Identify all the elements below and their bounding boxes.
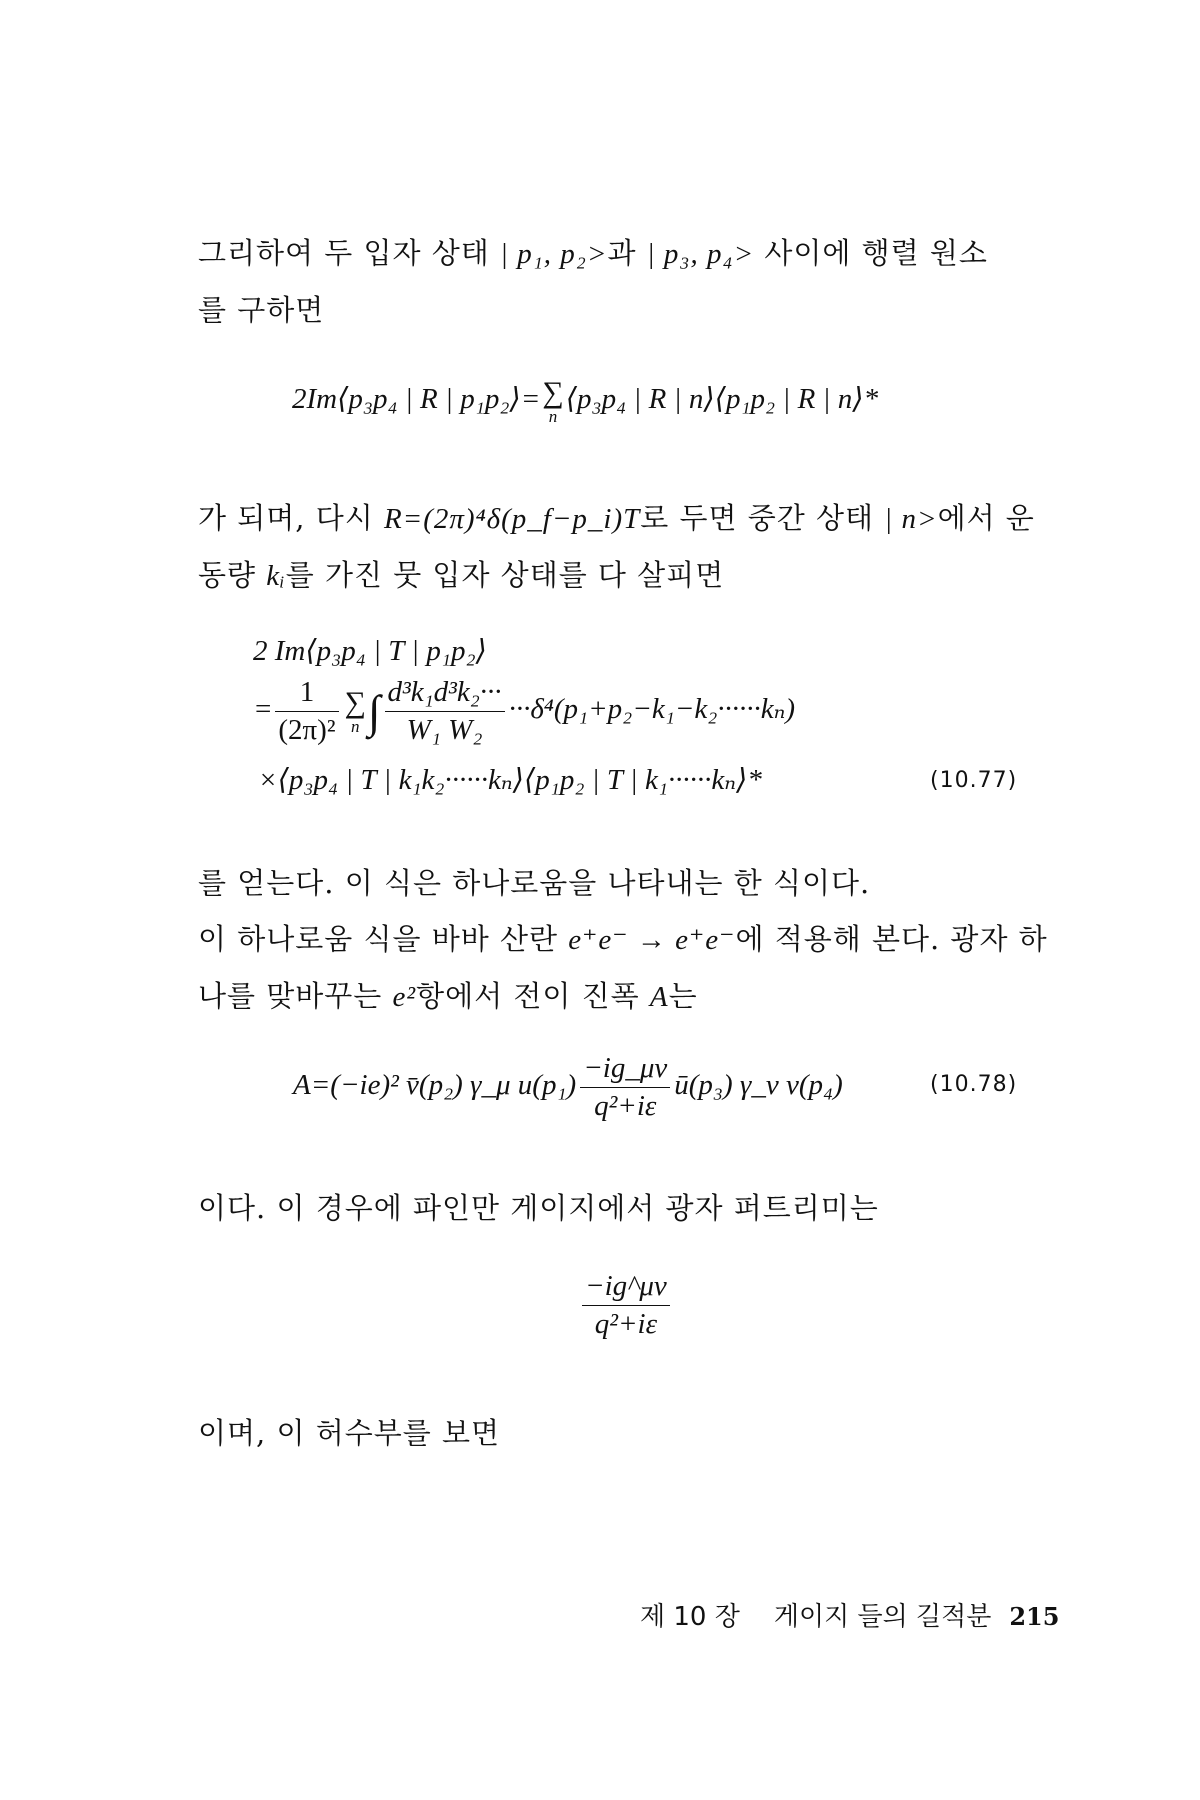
sum-index: n (548, 407, 558, 426)
text-segment: 사이에 행렬 원소 (754, 236, 988, 270)
text-segment: 과 (607, 236, 647, 270)
paragraph-5 (198, 1405, 1048, 1461)
text-segment: 나를 맞바꾸는 (198, 979, 393, 1013)
chapter-label: 제 10 장 (640, 1602, 740, 1632)
paragraph-5-line-1: 이며, 이 허수부를 보면 (198, 1416, 500, 1450)
ket-n: | n> (884, 503, 938, 535)
inline-math-e2: e² (392, 981, 417, 1013)
integral-symbol: ∫ (367, 686, 381, 737)
text-segment: 를 가진 뭇 입자 상태를 다 살피면 (285, 558, 725, 592)
paragraph-2-line-2 (198, 547, 1048, 604)
fraction-numerator: 1 (275, 676, 338, 712)
equation-feynman-propagator (578, 1270, 674, 1341)
inline-math-R: R=(2π)⁴δ(p_f−p_i)T (383, 503, 641, 535)
inline-math-reaction: e⁺e⁻ → e⁺e⁻ (568, 924, 736, 956)
paragraph-2-line-1 (198, 490, 1048, 547)
text-segment: 동량 (198, 558, 267, 592)
fraction-measure (385, 676, 505, 747)
equation-unitarity-R (292, 378, 878, 425)
equation-10-77-line-3 (258, 762, 762, 797)
paragraph-2 (198, 490, 1048, 604)
paragraph-3-line-2 (198, 911, 1048, 968)
fraction-denominator: W₁ W₂ (406, 714, 483, 746)
page-footer (640, 1596, 1060, 1633)
ket-p3-p4: | p₃, p₄> (646, 238, 755, 270)
fraction-numerator: −ig_μν (580, 1052, 670, 1088)
paragraph-1 (198, 225, 1048, 338)
summation-symbol: ∑ n (344, 686, 366, 736)
text-segment: 에서 운 (937, 501, 1035, 535)
equals-sign: = (255, 693, 272, 726)
fraction-numerator: d³k₁d³k₂··· (385, 676, 505, 712)
text-segment: 항에서 전이 진폭 (416, 979, 650, 1013)
paragraph-4-line-1: 이다. 이 경우에 파인만 게이지에서 광자 퍼트리미는 (198, 1191, 879, 1225)
fraction-denominator: q²+iε (594, 1308, 658, 1340)
equation-10-77-line-1 (253, 633, 487, 668)
matrix-element-product: ×⟨p₃p₄ | T | k₁k₂······kₙ⟩⟨p₁p₂ | T | k₁······kₙ⟩* (258, 764, 762, 796)
paragraph-4 (198, 1180, 1048, 1236)
equation-10-77-line-2 (255, 676, 795, 747)
delta-function: ···δ⁴(p₁+p₂−k₁−k₂······kₙ) (508, 693, 796, 726)
equation-lhs: 2 Im⟨p₃p₄ | T | p₁p₂⟩ (253, 635, 487, 667)
text-segment: 가 되며, 다시 (198, 501, 384, 535)
chapter-title: 게이지 들의 길적분 (773, 1602, 992, 1632)
equation-rhs: ū(p₃) γ_ν v(p₄) (674, 1069, 843, 1102)
equation-number-10-77: (10.77) (930, 768, 1018, 793)
fraction-denominator: (2π)² (278, 714, 336, 746)
equation-lhs: 2Im⟨p₃p₄ | R | p₁p₂⟩= (292, 383, 541, 416)
equation-rhs: ⟨p₃p₄ | R | n⟩⟨p₁p₂ | R | n⟩* (565, 383, 879, 416)
summation-symbol: ∑ n (542, 376, 564, 426)
text-segment: 는 (668, 979, 698, 1013)
inline-math-A: A (649, 981, 669, 1013)
text-segment: 에 적용해 본다. 광자 하 (735, 922, 1048, 956)
paragraph-3-line-1: 를 얻는다. 이 식은 하나로움을 나타내는 한 식이다. (198, 866, 871, 900)
propagator-fraction (582, 1270, 670, 1341)
text-segment: 그리하여 두 입자 상태 (198, 236, 500, 270)
page-number: 215 (1009, 1602, 1060, 1631)
inline-math-ki: kᵢ (266, 560, 286, 592)
fraction-denominator: q²+iε (594, 1090, 657, 1122)
equation-10-78 (293, 1052, 843, 1123)
text-segment: 로 두면 중간 상태 (640, 501, 885, 535)
paragraph-1-line-2: 를 구하면 (198, 293, 325, 327)
paragraph-3 (198, 855, 1048, 1025)
text-segment: 이 하나로움 식을 바바 산란 (198, 922, 569, 956)
ket-p1-p2: | p₁, p₂> (500, 238, 608, 270)
paragraph-1-line-1 (198, 225, 1048, 282)
fraction-numerator: −ig^μν (582, 1270, 670, 1306)
fraction-prefactor (275, 676, 338, 747)
paragraph-3-line-3 (198, 968, 1048, 1025)
equation-number-10-78: (10.78) (930, 1072, 1018, 1097)
sum-index: n (350, 717, 360, 736)
equation-lhs: A=(−ie)² v̄(p₂) γ_μ u(p₁) (293, 1069, 577, 1102)
photon-propagator-fraction (580, 1052, 670, 1123)
